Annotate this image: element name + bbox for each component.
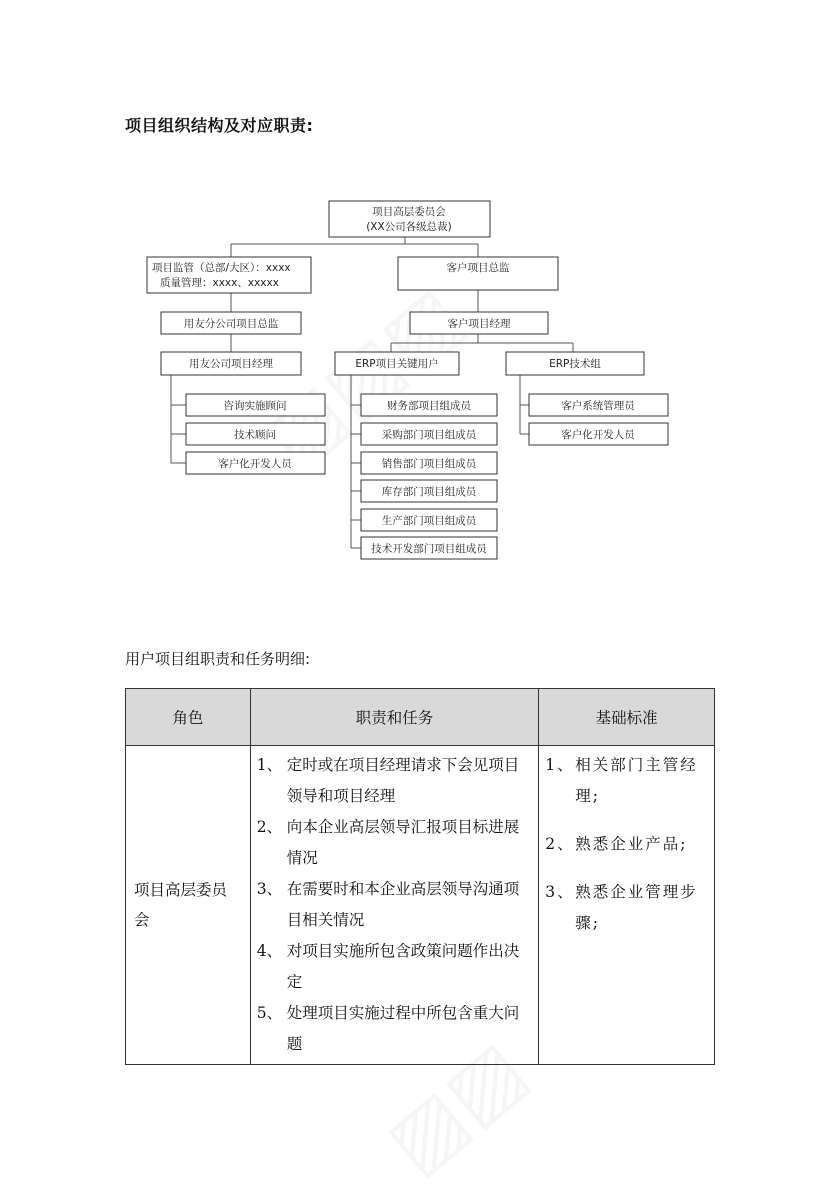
duty-item: 4、 对项目实施所包含政策问题作出决定 — [256, 942, 520, 991]
standards-cell — [539, 746, 715, 1065]
org-erp-user-member: 销售部门项目组成员 — [381, 458, 477, 470]
org-left-member: 咨询实施顾问 — [223, 400, 287, 412]
org-erp-user-member: 财务部项目组成员 — [387, 400, 471, 412]
org-left-member: 技术顾问 — [234, 429, 276, 441]
org-erp-user-member: 生产部门项目组成员 — [381, 515, 477, 527]
header-standards: 基础标准 — [539, 689, 715, 746]
header-role: 角色 — [126, 689, 251, 746]
org-right-top-label: 客户项目总监 — [446, 262, 510, 274]
duty-item: 1、 定时或在项目经理请求下会见项目领导和项目经理 — [256, 756, 520, 805]
header-duties: 职责和任务 — [250, 689, 538, 746]
org-left-member: 客户化开发人员 — [218, 458, 292, 470]
org-erp-users-label: ERP项目关键用户 — [355, 358, 439, 370]
org-erp-user-member: 采购部门项目组成员 — [381, 429, 477, 441]
org-erp-user-member: 库存部门项目组成员 — [381, 486, 477, 498]
duty-item: 5、 处理项目实施过程中所包含重大问题 — [256, 1004, 520, 1053]
duties-cell — [250, 746, 538, 1065]
org-left-top-line2: 质量管理：xxxx、xxxxx — [160, 277, 279, 289]
structure-heading: 项目组织结构及对应职责: — [125, 116, 314, 135]
table-row — [126, 746, 715, 1065]
org-root-line1: 项目高层委员会 — [372, 206, 446, 218]
org-left-director-label: 用友分公司项目总监 — [183, 318, 279, 330]
duty-item: 3、 在需要时和本企业高层领导沟通项目相关情况 — [256, 880, 520, 929]
org-erp-tech-member: 客户系统管理员 — [561, 400, 635, 412]
org-erp-user-member: 技术开发部门项目组成员 — [371, 543, 487, 555]
table-header-row — [126, 689, 715, 746]
org-left-manager-label: 用友公司项目经理 — [189, 358, 273, 370]
duties-table — [125, 688, 715, 1065]
org-erp-tech-label: ERP技术组 — [549, 358, 601, 370]
standard-item: 3、熟悉企业管理步骤; — [545, 883, 698, 932]
duty-item: 2、 向本企业高层领导汇报项目标进展情况 — [256, 818, 520, 867]
role-cell: 项目高层委员会 — [126, 746, 251, 1065]
standard-item: 1、相关部门主管经理; — [545, 756, 698, 805]
org-root-line2: (XX公司各级总裁) — [366, 221, 452, 233]
duties-heading: 用户项目组职责和任务明细: — [125, 650, 311, 668]
org-left-top-line1: 项目监管（总部/大区）：xxxx — [152, 262, 291, 274]
standard-item: 2、熟悉企业产品; — [545, 835, 688, 853]
org-right-manager-label: 客户项目经理 — [447, 318, 511, 330]
org-erp-tech-member: 客户化开发人员 — [561, 429, 635, 441]
